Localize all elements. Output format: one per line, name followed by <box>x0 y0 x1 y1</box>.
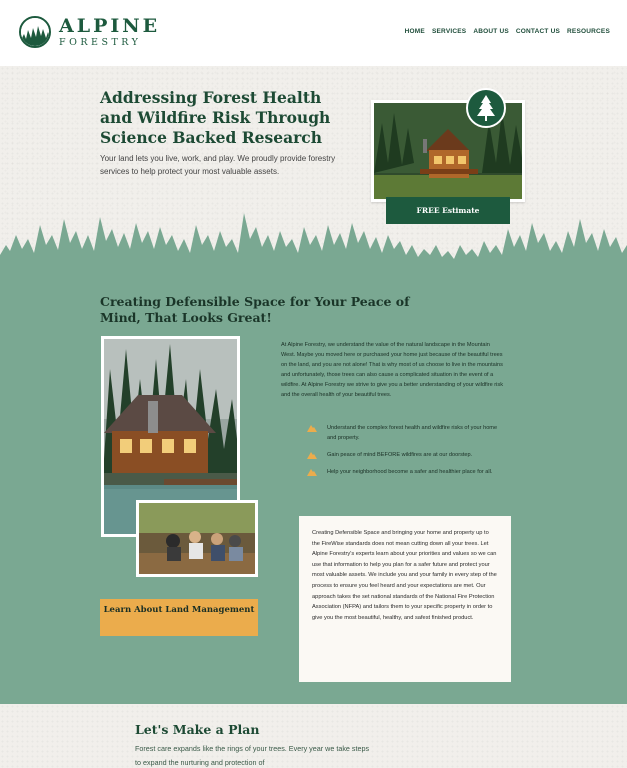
logo-name: ALPINE <box>59 14 161 37</box>
free-estimate-button[interactable]: FREE Estimate <box>386 197 510 224</box>
intro-paragraph: At Alpine Forestry, we understand the value of the natural landscape in the Mountain West. Maybe you moved here or purchased your home just because of the beautiful trees on the land, and you are not alone! That is why most of us choose to live in the mountains and unfortunately, those trees can also cause a complicated situation in the event of a wildfire. At Alpine Forestry we strive to give you a better understanding of your wildfire risk and the overall health of your beautiful trees. <box>281 342 503 398</box>
section-title: Creating Defensible Space for Your Peace of Mind, That Looks Great! <box>100 294 410 325</box>
nav-contact-us[interactable]: CONTACT US <box>515 28 561 35</box>
list-item <box>307 450 507 460</box>
info-card <box>299 516 511 682</box>
site-header <box>0 0 627 66</box>
mountain-icon <box>307 467 317 477</box>
plan-text: Forest care expands like the rings of your trees. Every year we take steps to expand the nurturing and protection of <box>135 744 370 767</box>
hero-title: Addressing Forest Health and Wildfire Risk Through Science Backed Research <box>100 88 331 147</box>
nav-services[interactable]: SERVICES <box>431 28 467 35</box>
mountain-icon <box>307 423 317 433</box>
list-item <box>307 423 507 443</box>
bullet-text: Understand the complex forest health and wildfire risks of your home and property. <box>327 425 498 441</box>
learn-land-management-button[interactable]: Learn About Land Management <box>100 599 258 636</box>
logo-tagline: FORESTRY <box>59 36 142 48</box>
nav-about-us[interactable]: ABOUT US <box>473 28 509 35</box>
nav-home[interactable]: HOME <box>404 28 425 35</box>
logo-tree-icon <box>19 16 51 48</box>
nav-resources[interactable]: RESOURCES <box>567 28 610 35</box>
bullet-text: Gain peace of mind BEFORE wildfires are at our doorstep. <box>327 452 473 458</box>
plan-title: Let's Make a Plan <box>135 722 260 737</box>
campfire-group-image <box>136 500 258 577</box>
benefits-list <box>307 423 507 484</box>
make-a-plan-section <box>0 704 627 768</box>
hero-subtitle: Your land lets you live, work, and play. We proudly provide forestry services to help protect your most valuable assets. <box>100 154 336 176</box>
info-card-text: Creating Defensible Space and bringing your home and property up to the FireWise standards does not mean cutting down all your trees. Let Alpine Forestry's experts learn about your priorities and values so we can use that information to help you plan for a safer future and protect your most valuable assets. We include you and your family in every step of the process to ensure you feel heard and your expectations are met. Our approach takes the set national standards of the National Fire Protection Association (NFPA) and tailors them to your specific property in order to give you the most beautiful, healthy, and safest finished product. <box>312 530 497 621</box>
logo[interactable] <box>19 16 160 48</box>
main-nav <box>405 28 610 35</box>
pine-tree-badge-icon <box>466 88 506 128</box>
defensible-space-section <box>0 272 627 704</box>
mountain-icon <box>307 450 317 460</box>
bullet-text: Help your neighborhood become a safer and healthier place for all. <box>327 469 493 475</box>
treeline-decoration <box>0 205 627 280</box>
list-item <box>307 467 507 477</box>
